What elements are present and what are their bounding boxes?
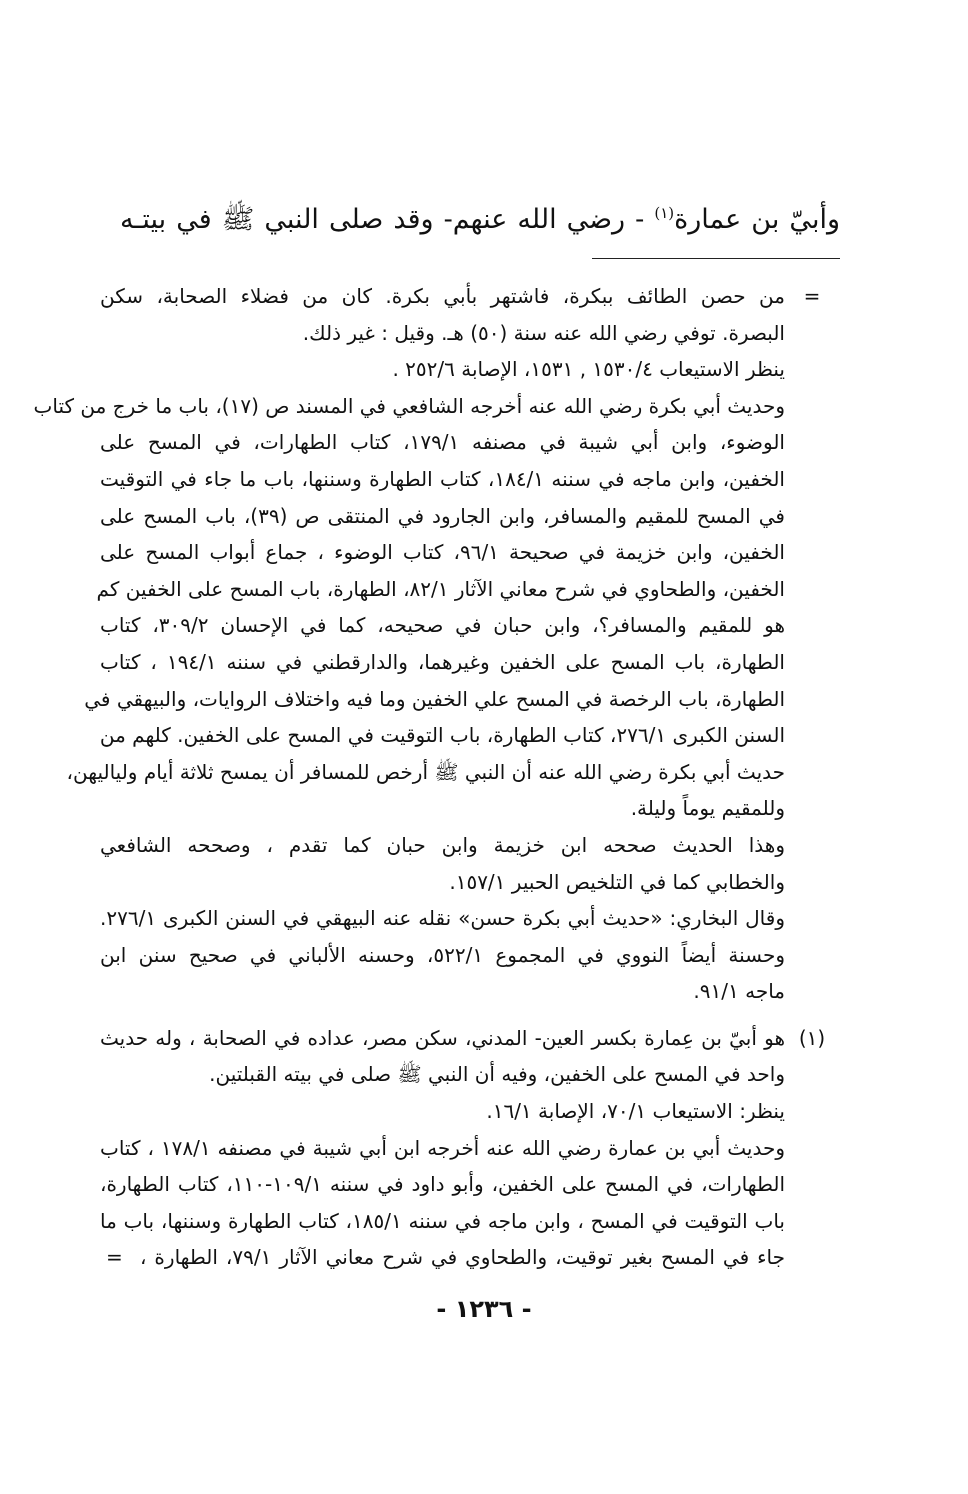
main-text-part2: - رضي الله عنهم- وقد صلى النبي ﷺ في بيتـه <box>120 204 655 235</box>
continuation-marker: = <box>803 284 821 308</box>
footnote-line: الطهارة، باب الرخصة في المسح علي الخفين وما فيه واختلاف الروايات، والبيهقي في <box>84 686 785 711</box>
footnote-line: الطهارات، في المسح على الخفين، وأبو داود في سننه ١٠٩/١-١١٠، كتاب الطهارة، <box>100 1172 786 1197</box>
footnote-line: حديث أبي بكرة رضي الله عنه أن النبي ﷺ أرخص للمسافر أن يمسح ثلاثة أيام ولياليهن، <box>66 759 785 784</box>
footnote-separator <box>592 258 840 259</box>
footnote-line: ماجه ٩١/١. <box>693 979 785 1004</box>
footnote-line: الخفين، والطحاوي في شرح معاني الآثار ٨٢/١، الطهارة، باب المسح على الخفين كم <box>96 576 785 601</box>
footnote-gap <box>100 1010 835 1020</box>
footnote-continued <box>33 278 835 1010</box>
footnote-line: البصرة. توفي رضي الله عنه سنة (٥٠) هـ. وقيل : غير ذلك. <box>302 320 785 345</box>
footnote-line: من حصن الطائف ببكرة، فاشتهر بأبي بكرة. كان من فضلاء الصحابة، سكن <box>100 284 785 308</box>
page-number: - ١٢٣٦ - <box>436 1295 532 1323</box>
footnote-line: الخفين، وابن خزيمة في صحيحة ٩٦/١، كتاب الوضوء ، جماع أبواب المسح على <box>100 540 785 565</box>
main-text-part1: وأبيّ بن عمارة <box>674 204 840 235</box>
footnote-line: باب التوقيت في المسح ، وابن ماجه في سننه ١٨٥/١، كتاب الطهارة وسننها، باب ما <box>100 1208 785 1233</box>
continuation-mark: = <box>106 1245 123 1270</box>
footnote-line: جاء في المسح بغير توقيت، والطحاوي في شرح معاني الآثار ٧٩/١، الطهارة ، <box>140 1245 785 1270</box>
main-text-line <box>120 188 840 245</box>
footnote-line: هو أبيّ بن عِمارة بكسر العين- المدني، سكن مصر، عداده في الصحابة ، وله حديث <box>100 1025 785 1050</box>
footnote-line: ينظر: الاستيعاب ٧٠/١، الإصابة ١٦/١. <box>486 1099 785 1124</box>
footnote-line: وللمقيم يوماً وليلة. <box>630 796 785 821</box>
footnote-line: وحديث أبي بن عمارة رضي الله عنه أخرجه ابن أبي شيبة في مصنفه ١٧٨/١ ، كتاب <box>100 1135 785 1160</box>
footnote-line: وهذا الحديث صححه ابن خزيمة وابن حبان كما تقدم ، وصححه الشافعي <box>100 832 785 857</box>
footnote-line: هو للمقيم والمسافر؟، وابن حبان في صحيحه، كما في الإحسان ٣٠٩/٢، كتاب <box>100 613 785 638</box>
footnote-line: في المسح للمقيم والمسافر، وابن الجارود في المنتقى ص (٣٩)، باب المسح على <box>100 503 785 528</box>
footnote-line: الوضوء، وابن أبي شيبة في مصنفه ١٧٩/١، كتاب الطهارات، في المسح على <box>100 430 785 455</box>
footnote-line: وحسنة أيضاً النووي في المجموع ٥٢٢/١، وحسنه الألباني في صحيح سنن ابن <box>100 942 786 967</box>
footnote-reference[interactable]: (١) <box>654 204 675 222</box>
footnote-line: السنن الكبرى ٢٧٦/١، كتاب الطهارة، باب التوقيت في المسح على الخفين. كلهم من <box>99 723 785 748</box>
footnotes-area <box>33 278 835 1276</box>
footnote-line: وحديث أبي بكرة رضي الله عنه أخرجه الشافعي في المسند ص (١٧)، باب ما خرج من كتاب <box>33 393 785 418</box>
footnote-line: الطهارة، باب المسح على الخفين وغيرهما، والدارقطني في سننه ١٩٤/١ ، كتاب <box>100 649 785 674</box>
footnote-line: ينظر الاستيعاب ١٥٣٠/٤ , ١٥٣١، الإصابة ٢٥٢/٦ . <box>392 357 785 382</box>
footnote-line: والخطابي كما في التلخيص الحبير ١٥٧/١. <box>449 869 785 894</box>
footnote-line: وقال البخاري: «حديث أبي بكرة حسن» نقله عنه البيهقي في السنن الكبرى ٢٧٦/١. <box>100 906 785 931</box>
footnote-line: الخفين، وابن ماجه في سننه ١٨٤/١، كتاب الطهارة وسننها، باب ما جاء في التوقيت <box>100 466 785 491</box>
footnote-number: (١) <box>798 1025 826 1050</box>
footnote-1 <box>100 1020 835 1276</box>
footnote-line: واحد في المسح على الخفين، وفيه أن النبي ﷺ صلى في بيته القبلتين. <box>209 1062 785 1087</box>
